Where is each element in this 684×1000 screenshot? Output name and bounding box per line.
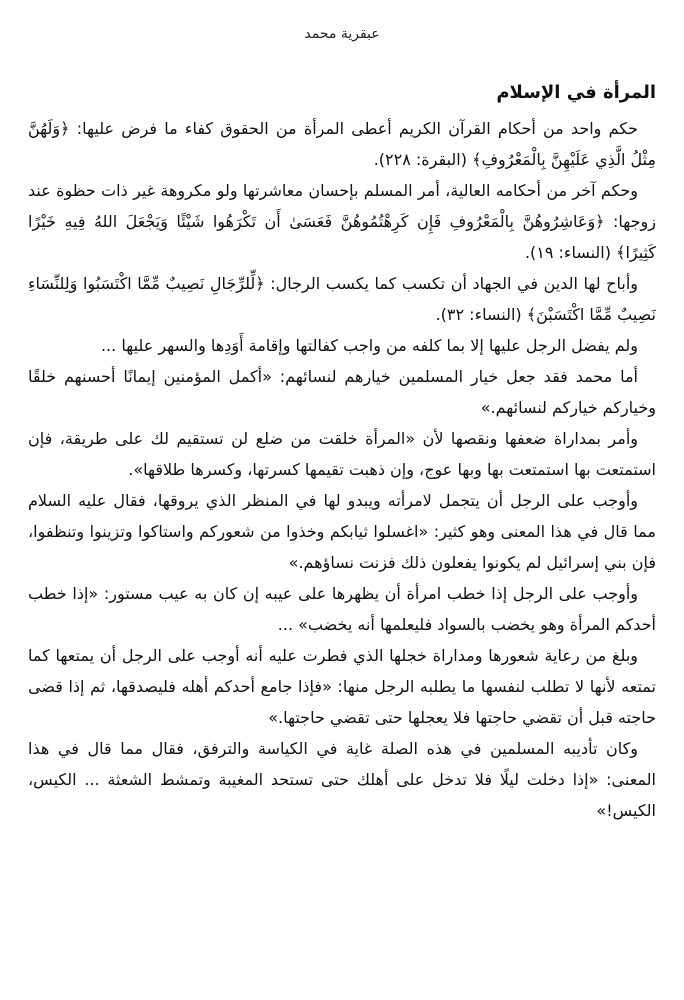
paragraph: وبلغ من رعاية شعورها ومداراة خجلها الذي فطرت عليه أنه أوجب على الرجل أن يمتعها كما تمتعه لأنها لا تطلب لنفسها ما يطلبه الرجل منها: «فإذا جامع أحدكم أهله فليصدقها، ثم إذا قضى حاجته قبل أن تقضي حاجتها فلا يعجلها حتى تقضي حاجتها.» (28, 646, 656, 727)
body-text (28, 113, 656, 826)
paragraph: أما محمد فقد جعل خيار المسلمين خيارهم لنسائهم: «أكمل المؤمنين إيمانًا أحسنهم خلقًا وخياركم خياركم لنسائهم.» (28, 367, 656, 417)
paragraph: وأمر بمداراة ضعفها ونقصها لأن «المرأة خلقت من ضلع لن تستقيم لك على طريقة، فإن استمتعت بها استمتعت بها وبها عوج، وإن ذهبت تقيمها كسرتها، وكسرها طلاقها». (28, 429, 656, 479)
section-title: المرأة في الإسلام (496, 82, 656, 103)
paragraph: وأوجب على الرجل أن يتجمل لامرأته ويبدو لها في المنظر الذي يروقها، فقال عليه السلام مما قال في هذا المعنى وهو كثير: «اغسلوا ثيابكم وخذوا من شعوركم واستاكوا وتزينوا وتنظفوا، فإن بني إسرائيل لم يكونوا يفعلون ذلك فزنت نساؤهم.» (28, 491, 656, 572)
paragraph: وأباح لها الدين في الجهاد أن تكسب كما يكسب الرجال: ﴿لِّلرِّجَالِ نَصِيبٌ مِّمَّا اكْتَسَبُوا وَلِلنِّسَاءِ نَصِيبٌ مِّمَّا اكْتَسَبْنَ﴾ (النساء: ٣٢). (28, 274, 656, 324)
paragraph: وحكم آخر من أحكامه العالية، أمر المسلم بإحسان معاشرتها ولو مكروهة غير ذات حظوة عند زوجها: ﴿وَعَاشِرُوهُنَّ بِالْمَعْرُوفِ فَإِن كَرِهْتُمُوهُنَّ فَعَسَىٰ أَن تَكْرَهُوا شَيْئًا وَيَجْعَلَ اللهُ فِيهِ خَيْرًا كَثِيرًا﴾ (النساء: ١٩). (28, 181, 656, 262)
paragraph: حكم واحد من أحكام القرآن الكريم أعطى المرأة من الحقوق كفاء ما فرض عليها: ﴿وَلَهُنَّ مِثْلُ الَّذِي عَلَيْهِنَّ بِالْمَعْرُوفِ﴾ (البقرة: ٢٢٨). (28, 119, 656, 169)
paragraph: ولم يفضل الرجل عليها إلا بما كلفه من واجب كفالتها وإقامة أَوَدِها والسهر عليها ... (100, 336, 638, 355)
running-head: عبقرية محمد (304, 26, 380, 42)
paragraph: وكان تأديبه المسلمين في هذه الصلة غاية في الكياسة والترفق، فقال مما قال في هذا المعنى: «إذا دخلت ليلًا فلا تدخل على أهلك حتى تستحد المغيبة وتمشط الشعثة ... الكيس، الكيس!» (28, 739, 656, 820)
paragraph: وأوجب على الرجل إذا خطب امرأة أن يظهرها على عيبه إن كان به عيب مستور: «إذا خطب أحدكم المرأة وهو يخضب بالسواد فليعلمها أنه يخضب» ... (28, 584, 656, 634)
